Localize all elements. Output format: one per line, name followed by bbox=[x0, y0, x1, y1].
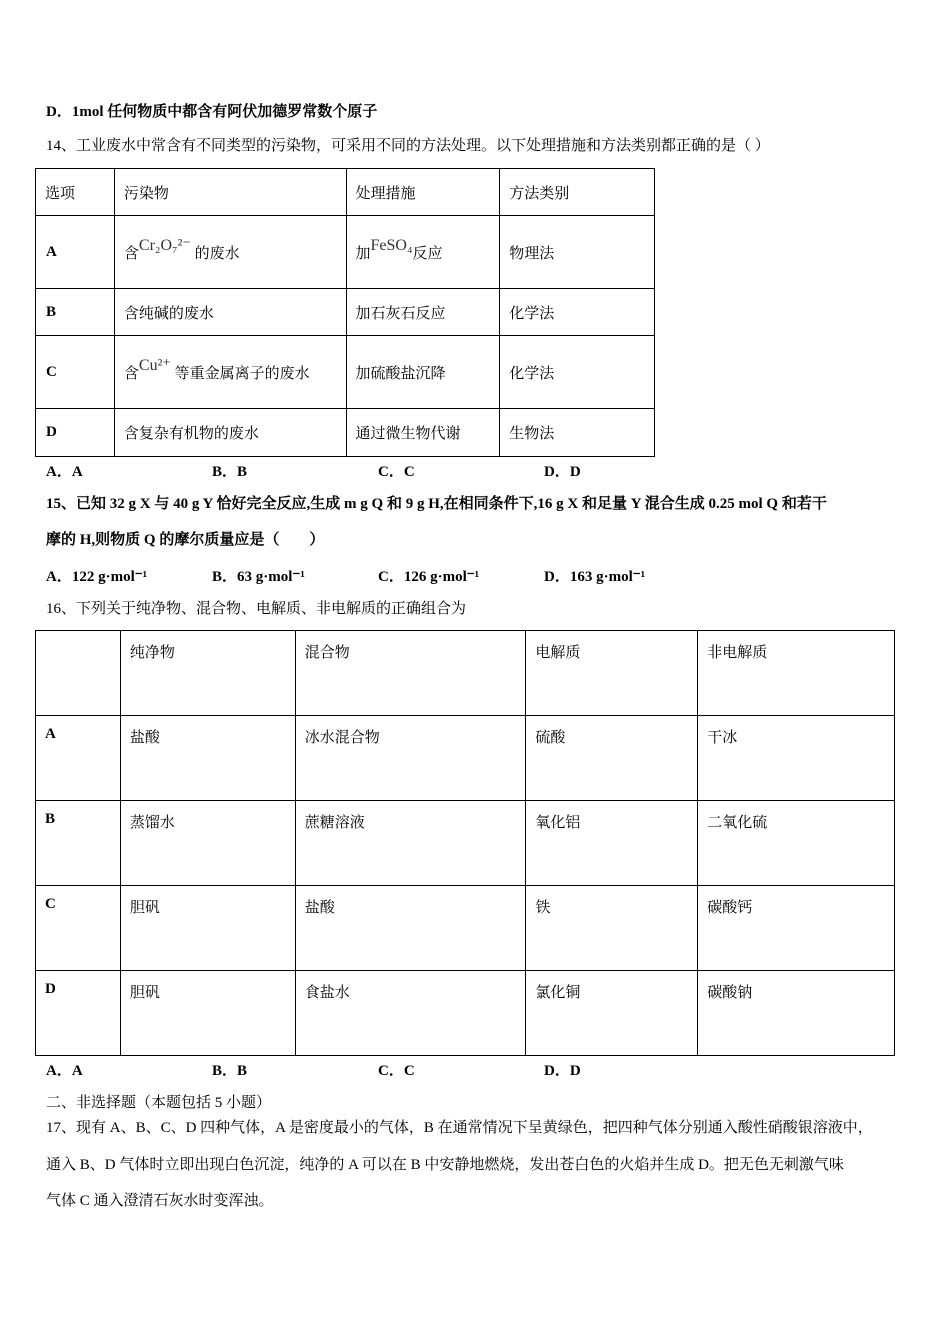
cell: 氧化铝 bbox=[526, 801, 698, 886]
table-header-row bbox=[36, 631, 895, 716]
option-c[interactable]: C．126 g·mol⁻¹ bbox=[378, 569, 480, 585]
formula: Cu²⁺ bbox=[138, 356, 171, 374]
cell: 蒸馏水 bbox=[120, 801, 295, 886]
cell: 盐酸 bbox=[120, 716, 295, 801]
cell: 铁 bbox=[526, 886, 698, 971]
option-a[interactable]: A．A bbox=[46, 1063, 83, 1079]
header-cell: 混合物 bbox=[295, 631, 526, 716]
cell: 二氧化硫 bbox=[698, 801, 895, 886]
q14-table bbox=[35, 168, 655, 457]
table-row bbox=[36, 289, 655, 336]
table-row bbox=[36, 801, 895, 886]
measure-cell bbox=[346, 216, 500, 289]
cell: 碳酸钙 bbox=[698, 886, 895, 971]
cell: 胆矾 bbox=[120, 971, 295, 1056]
header-cell: 选项 bbox=[36, 169, 115, 216]
q16-table bbox=[35, 630, 895, 1056]
section-heading: 二、非选择题（本题包括 5 小题） bbox=[46, 1095, 272, 1111]
table-row bbox=[36, 716, 895, 801]
cell: 食盐水 bbox=[295, 971, 526, 1056]
formula: Cr₂O₇²⁻ bbox=[138, 236, 191, 254]
q16-stem: 16、下列关于纯净物、混合物、电解质、非电解质的正确组合为 bbox=[46, 601, 467, 617]
cell: 干冰 bbox=[698, 716, 895, 801]
text: 的废水 bbox=[190, 245, 240, 262]
formula: FeSO₄ bbox=[370, 236, 413, 254]
q15-options bbox=[46, 565, 710, 586]
option-cell: B bbox=[36, 801, 121, 886]
option-cell: A bbox=[36, 216, 115, 289]
option-d[interactable]: D．163 g·mol⁻¹ bbox=[544, 569, 646, 585]
table-row bbox=[36, 336, 655, 409]
option-a[interactable]: A．A bbox=[46, 464, 83, 480]
option-b[interactable]: B．B bbox=[212, 1063, 248, 1079]
method-cell: 化学法 bbox=[500, 336, 655, 409]
measure-cell: 加硫酸盐沉降 bbox=[346, 336, 500, 409]
measure-cell: 加石灰石反应 bbox=[346, 289, 500, 336]
cell: 冰水混合物 bbox=[295, 716, 526, 801]
cell: 碳酸钠 bbox=[698, 971, 895, 1056]
option-cell: C bbox=[36, 886, 121, 971]
method-cell: 生物法 bbox=[500, 409, 655, 457]
table-header-row bbox=[36, 169, 655, 216]
table-row bbox=[36, 971, 895, 1056]
text: 反应 bbox=[412, 245, 443, 262]
option-cell: D bbox=[36, 409, 115, 457]
cell: 硫酸 bbox=[526, 716, 698, 801]
header-cell: 处理措施 bbox=[346, 169, 500, 216]
cell: 氯化铜 bbox=[526, 971, 698, 1056]
q15-line1: 15、已知 32 g X 与 40 g Y 恰好完全反应,生成 m g Q 和 9 g H,在相同条件下,16 g X 和足量 Y 混合生成 0.25 mol Q 和若干 bbox=[46, 496, 827, 512]
q17-line3: 气体 C 通入澄清石灰水时变浑浊。 bbox=[46, 1193, 274, 1209]
q13-option-d: D．1mol 任何物质中都含有阿伏加德罗常数个原子 bbox=[46, 104, 378, 120]
cell: 胆矾 bbox=[120, 886, 295, 971]
measure-cell: 通过微生物代谢 bbox=[346, 409, 500, 457]
q15-line2: 摩的 H,则物质 Q 的摩尔质量应是（ ） bbox=[46, 532, 325, 548]
pollutant-cell bbox=[114, 216, 346, 289]
header-cell bbox=[36, 631, 121, 716]
option-cell: A bbox=[36, 716, 121, 801]
q17-line1: 17、现有 A、B、C、D 四种气体，A 是密度最小的气体，B 在通常情况下呈黄绿色，把四种气体分别通入酸性硝酸银溶液中， bbox=[46, 1120, 873, 1136]
option-cell: B bbox=[36, 289, 115, 336]
q14-options bbox=[46, 460, 710, 481]
cell: 蔗糖溶液 bbox=[295, 801, 526, 886]
option-cell: C bbox=[36, 336, 115, 409]
header-cell: 污染物 bbox=[114, 169, 346, 216]
table-row bbox=[36, 409, 655, 457]
text: 等重金属离子的废水 bbox=[170, 365, 310, 382]
option-c[interactable]: C．C bbox=[378, 1063, 415, 1079]
cell: 盐酸 bbox=[295, 886, 526, 971]
text: 加 bbox=[355, 245, 371, 262]
method-cell: 化学法 bbox=[500, 289, 655, 336]
option-b[interactable]: B．B bbox=[212, 464, 248, 480]
text: 含 bbox=[123, 245, 139, 262]
q14-stem: 14、工业废水中常含有不同类型的污染物，可采用不同的方法处理。以下处理措施和方法类别都正确的是（ ） bbox=[46, 138, 770, 154]
option-d[interactable]: D．D bbox=[544, 1063, 581, 1079]
table-row bbox=[36, 216, 655, 289]
table-row bbox=[36, 886, 895, 971]
pollutant-cell bbox=[114, 336, 346, 409]
header-cell: 电解质 bbox=[526, 631, 698, 716]
header-cell: 纯净物 bbox=[120, 631, 295, 716]
q17-line2: 通入 B、D 气体时立即出现白色沉淀，纯净的 A 可以在 B 中安静地燃烧，发出苍白色的火焰并生成 D。把无色无刺激气味 bbox=[46, 1157, 844, 1173]
option-cell: D bbox=[36, 971, 121, 1056]
pollutant-cell: 含复杂有机物的废水 bbox=[114, 409, 346, 457]
option-c[interactable]: C．C bbox=[378, 464, 415, 480]
header-cell: 方法类别 bbox=[500, 169, 655, 216]
q16-options bbox=[46, 1059, 710, 1080]
pollutant-cell: 含纯碱的废水 bbox=[114, 289, 346, 336]
option-a[interactable]: A．122 g·mol⁻¹ bbox=[46, 569, 148, 585]
text: 含 bbox=[123, 365, 139, 382]
header-cell: 非电解质 bbox=[698, 631, 895, 716]
option-d[interactable]: D．D bbox=[544, 464, 581, 480]
option-b[interactable]: B．63 g·mol⁻¹ bbox=[212, 569, 305, 585]
method-cell: 物理法 bbox=[500, 216, 655, 289]
